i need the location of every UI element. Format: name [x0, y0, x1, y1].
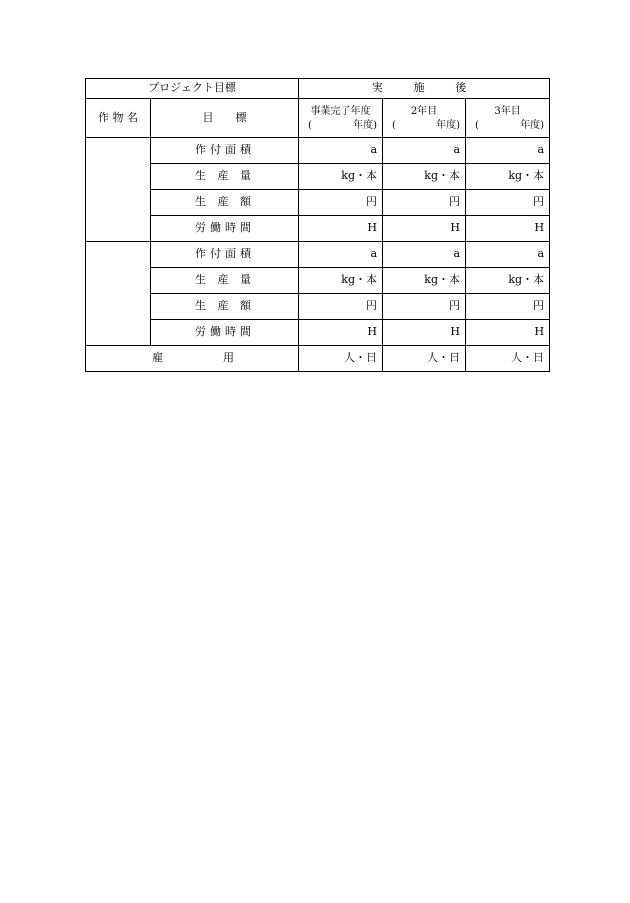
year-header-3	[466, 99, 550, 138]
unit-cell[interactable]: 円	[383, 294, 466, 320]
target-item-cell	[151, 268, 299, 294]
target-item-label: 生 産 量	[195, 273, 251, 287]
unit-cell[interactable]: H	[466, 216, 550, 242]
crop-name-header: 作 物 名	[86, 99, 151, 138]
unit-cell[interactable]: H	[383, 216, 466, 242]
year-paren-close: 年度)	[520, 119, 545, 131]
target-item-label: 労 働 時 間	[195, 325, 251, 339]
year-paren-open: (	[475, 119, 479, 131]
unit-cell[interactable]: kg・本	[383, 164, 466, 190]
target-header: 目 標	[151, 99, 299, 138]
unit-cell[interactable]: kg・本	[466, 164, 550, 190]
employment-unit-y1: 人・日	[383, 346, 466, 372]
unit-cell[interactable]: a	[383, 138, 466, 164]
target-item-label: 生 産 量	[195, 169, 251, 183]
after-implementation-header: 実 施 後	[299, 79, 550, 99]
target-item-cell	[151, 190, 299, 216]
table-row	[86, 190, 550, 216]
target-item-label: 労 働 時 間	[195, 221, 251, 235]
employment-label-a: 雇	[152, 351, 163, 365]
target-item-cell	[151, 294, 299, 320]
unit-cell[interactable]: H	[383, 320, 466, 346]
unit-cell[interactable]: a	[466, 242, 550, 268]
unit-cell[interactable]: a	[383, 242, 466, 268]
year-label: 3年目	[494, 105, 521, 117]
year-header-2	[383, 99, 466, 138]
crop-groups	[86, 138, 550, 346]
crop-name-cell[interactable]	[86, 242, 151, 346]
table-row	[86, 216, 550, 242]
unit-cell[interactable]: H	[299, 320, 383, 346]
unit-cell[interactable]: H	[299, 216, 383, 242]
employment-unit-y2: 人・日	[466, 346, 550, 372]
table-row	[86, 268, 550, 294]
unit-cell[interactable]: H	[466, 320, 550, 346]
target-item-cell	[151, 320, 299, 346]
target-item-cell	[151, 242, 299, 268]
table-row	[86, 294, 550, 320]
target-item-cell	[151, 216, 299, 242]
year-paren-close: 年度)	[353, 119, 377, 131]
table-row	[86, 242, 550, 268]
unit-cell[interactable]: 円	[299, 294, 383, 320]
employment-label-b: 用	[223, 351, 234, 365]
year-label: 事業完了年度	[310, 105, 371, 117]
employment-unit-y0: 人・日	[299, 346, 383, 372]
employment-label	[86, 346, 299, 372]
table-row	[86, 164, 550, 190]
unit-cell[interactable]: 円	[299, 190, 383, 216]
project-target-header: プロジェクト目標	[86, 79, 299, 99]
unit-cell[interactable]: 円	[466, 294, 550, 320]
unit-cell[interactable]: a	[466, 138, 550, 164]
target-item-label: 生 産 額	[195, 299, 251, 313]
target-item-cell	[151, 138, 299, 164]
target-item-label: 生 産 額	[195, 195, 251, 209]
year-label: 2年目	[410, 105, 438, 117]
year-paren-open: (	[308, 119, 312, 131]
year-paren-close: 年度)	[436, 119, 460, 131]
unit-cell[interactable]: kg・本	[466, 268, 550, 294]
project-target-table	[85, 78, 550, 372]
year-paren-open: (	[392, 119, 396, 131]
unit-cell[interactable]: 円	[383, 190, 466, 216]
unit-cell[interactable]: a	[299, 242, 383, 268]
crop-name-cell[interactable]	[86, 138, 151, 242]
target-item-cell	[151, 164, 299, 190]
unit-cell[interactable]: kg・本	[383, 268, 466, 294]
unit-cell[interactable]: kg・本	[299, 268, 383, 294]
unit-cell[interactable]: 円	[466, 190, 550, 216]
target-item-label: 作 付 面 積	[195, 247, 251, 261]
table-row	[86, 320, 550, 346]
year-header-completion	[299, 99, 383, 138]
table-row	[86, 138, 550, 164]
unit-cell[interactable]: kg・本	[299, 164, 383, 190]
target-item-label: 作 付 面 積	[195, 143, 251, 157]
unit-cell[interactable]: a	[299, 138, 383, 164]
